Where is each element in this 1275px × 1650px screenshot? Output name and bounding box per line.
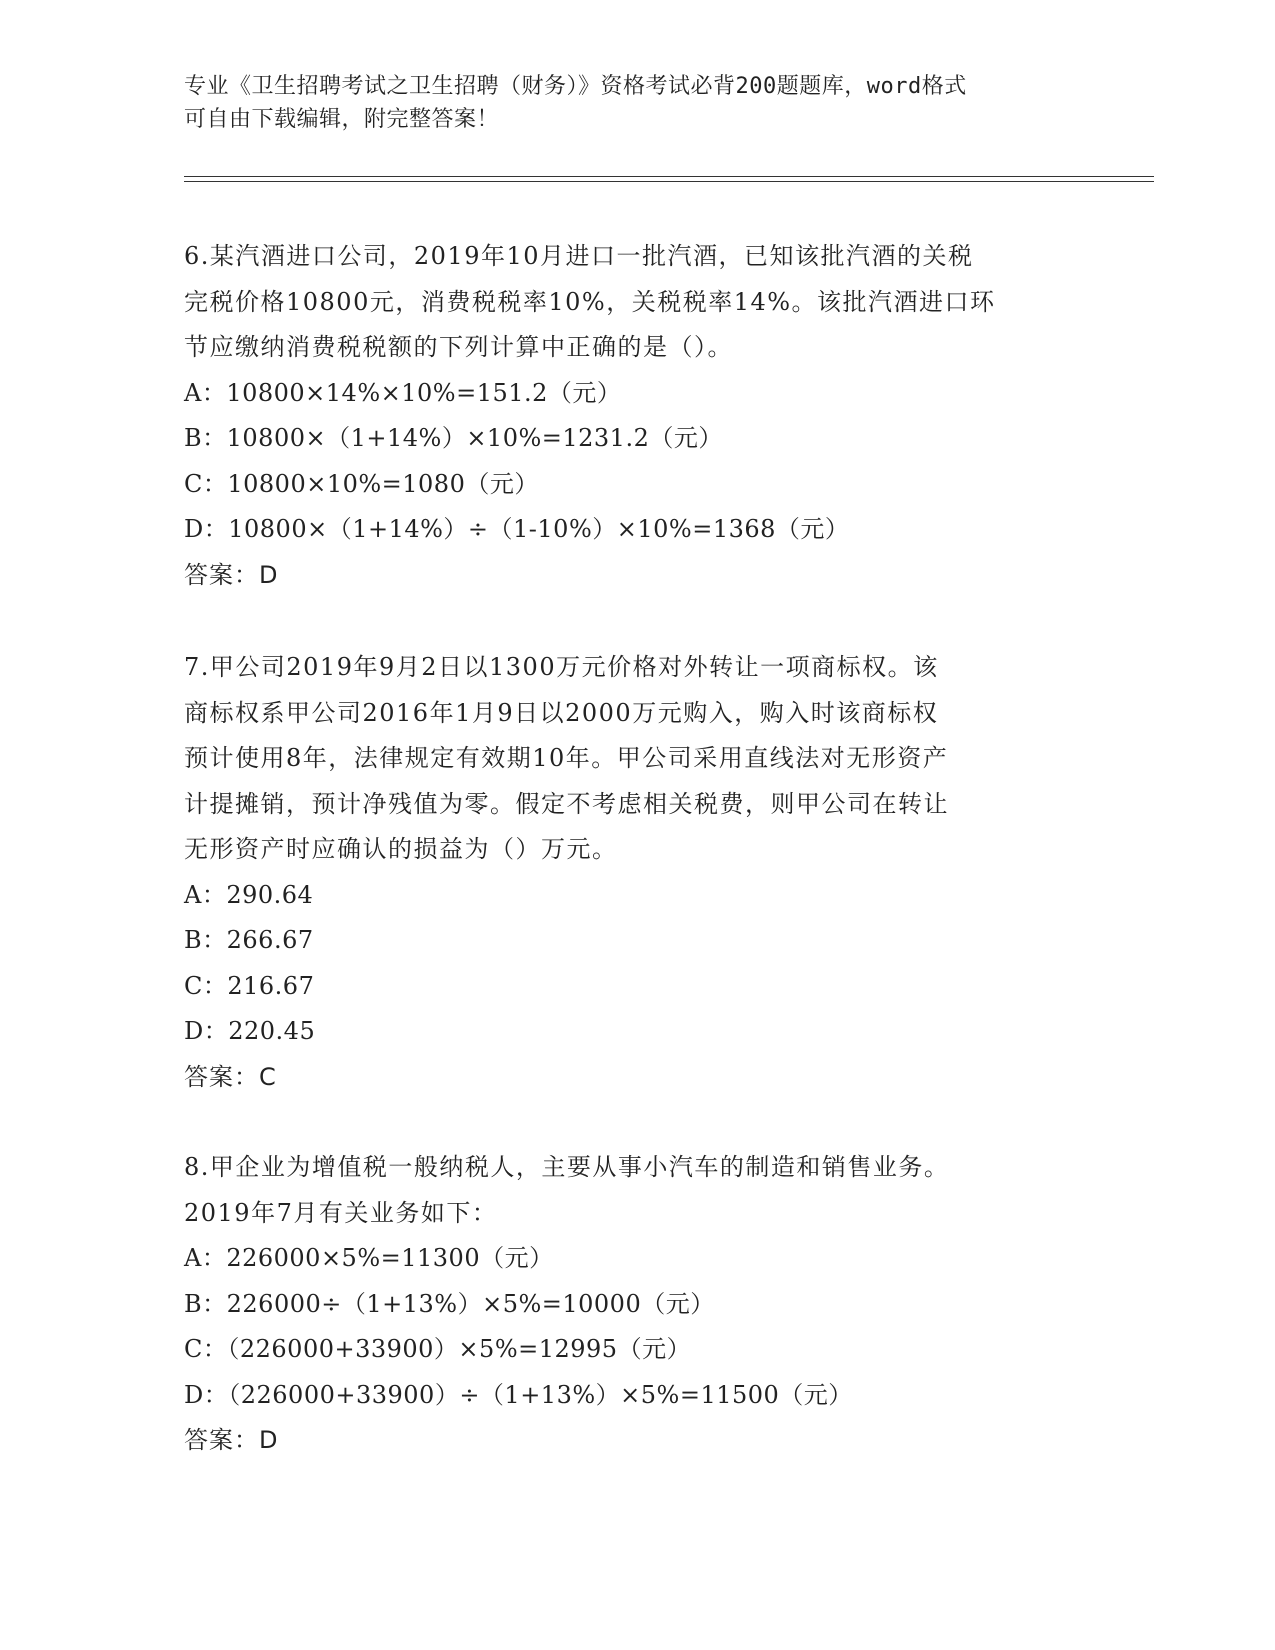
- question-text: 7.甲公司2019年9月2日以1300万元价格对外转让一项商标权。该 商标权系甲公司2016年1月9日以2000万元购入，购入时该商标权 预计使用8年，法律规定有效期10年。甲公司采用直线法对无形资产 计提摊销，预计净残值为零。假定不考虑相关税费，则甲公司在转让 无形资产时应确认的损益为（）万元。: [184, 653, 949, 863]
- option-b: B：10800×（1+14%）×10%=1231.2（元）: [184, 424, 723, 452]
- option-a: A：226000×5%=11300（元）: [184, 1244, 554, 1272]
- option-d: D：10800×（1+14%）÷（1-10%）×10%=1368（元）: [184, 515, 850, 543]
- option-d: D：220.45: [184, 1017, 316, 1045]
- option-c: C：10800×10%=1080（元）: [184, 469, 539, 498]
- option-b: B：226000÷（1+13%）×5%=10000（元）: [184, 1289, 715, 1318]
- option-d: D：（226000+33900）÷（1+13%）×5%=11500（元）: [184, 1380, 853, 1409]
- question-text: 8.甲企业为增值税一般纳税人，主要从事小汽车的制造和销售业务。 2019年7月有关业务如下：: [184, 1153, 950, 1227]
- question-text: 6.某汽酒进口公司，2019年10月进口一批汽酒，已知该批汽酒的关税 完税价格10800元，消费税税率10%，关税税率14%。该批汽酒进口环 节应缴纳消费税税额的下列计算中正确的是（）。: [184, 242, 996, 361]
- answer-line: 答案：C: [184, 1062, 277, 1091]
- option-b: B：266.67: [184, 926, 314, 954]
- answer-line: 答案：D: [184, 560, 279, 589]
- header-divider-top: [184, 176, 1154, 177]
- document-header-title: 专业《卫生招聘考试之卫生招聘（财务）》资格考试必背200题题库，word格式 可自由下载编辑，附完整答案！: [184, 74, 967, 132]
- option-c: C：（226000+33900）×5%=12995（元）: [184, 1335, 692, 1363]
- question-6: [184, 234, 1084, 598]
- option-c: C：216.67: [184, 971, 315, 1000]
- question-7: [184, 645, 1084, 1100]
- header-divider-bottom: [184, 181, 1154, 182]
- option-a: A：290.64: [184, 880, 314, 909]
- option-a: A：10800×14%×10%=151.2（元）: [184, 378, 622, 407]
- question-8: [184, 1145, 1084, 1464]
- answer-line: 答案：D: [184, 1426, 279, 1454]
